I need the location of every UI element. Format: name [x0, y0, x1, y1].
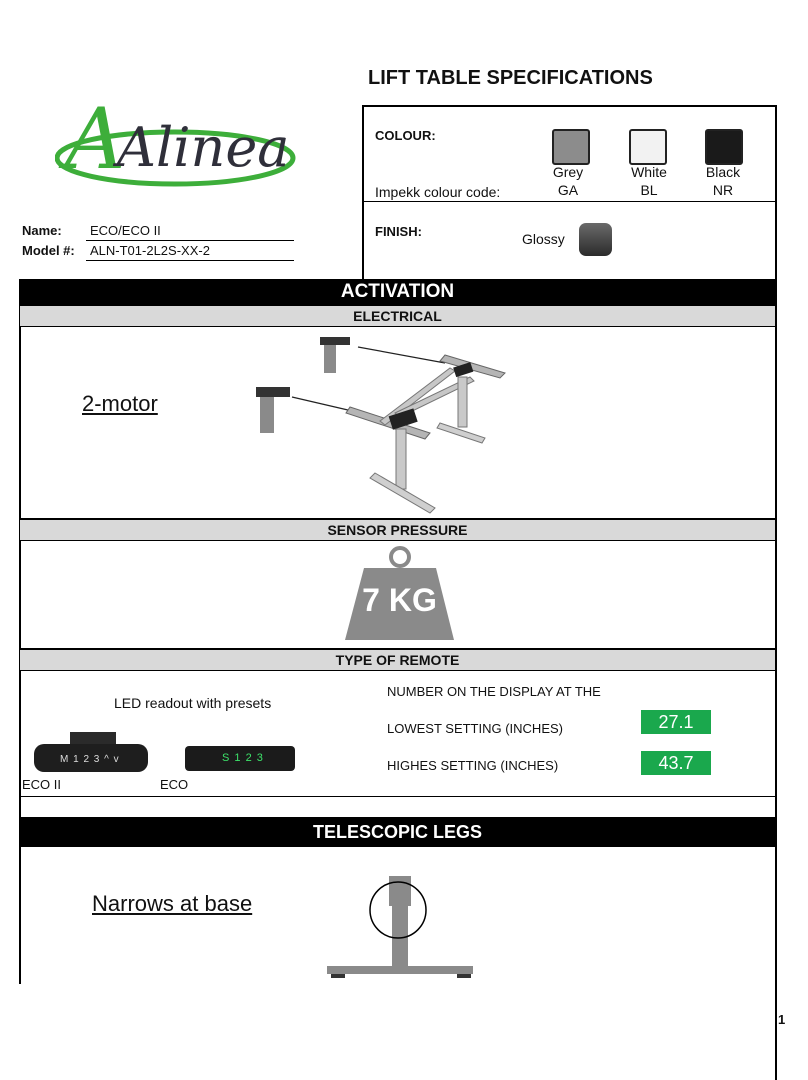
eco-display: S 1 2 3	[222, 752, 264, 764]
lowest-label: LOWEST SETTING (INCHES)	[387, 721, 563, 736]
white-swatch	[629, 129, 667, 165]
desk-frame-illustration	[250, 333, 510, 518]
highest-value: 43.7	[641, 751, 711, 775]
alinea-logo	[55, 70, 300, 195]
display-heading: NUMBER ON THE DISPLAY AT THE	[387, 684, 601, 699]
model-value: ALN-T01-2L2S-XX-2	[90, 243, 210, 258]
black-swatch	[705, 129, 743, 165]
leg-illustration	[325, 874, 475, 980]
motor-label: 2-motor	[82, 391, 158, 416]
highest-label: HIGHES SETTING (INCHES)	[387, 758, 559, 773]
model-label: Model #:	[22, 243, 75, 258]
swatch-code: BL	[640, 182, 658, 198]
colour-label: COLOUR:	[375, 128, 436, 143]
page-number: 1	[778, 1012, 786, 1027]
swatch-name: Grey	[552, 164, 584, 180]
eco-label: ECO	[160, 777, 189, 792]
sensor-pressure-header: SENSOR PRESSURE	[19, 519, 776, 541]
lowest-value: 27.1	[641, 710, 711, 734]
swatch-code: NR	[712, 182, 734, 198]
svg-text:A: A	[65, 90, 126, 188]
eco2-remote	[34, 732, 148, 772]
grey-swatch	[552, 129, 590, 165]
remote-caption: LED readout with presets	[114, 695, 272, 711]
page-title: LIFT TABLE SPECIFICATIONS	[368, 67, 653, 89]
legs-caption: Narrows at base	[92, 891, 253, 916]
colour-code-label: Impekk colour code:	[375, 184, 501, 200]
finish-label: FINISH:	[375, 224, 422, 239]
eco2-display: M 1 2 3 ^ v	[60, 754, 120, 765]
finish-value: Glossy	[522, 231, 565, 247]
name-label: Name:	[22, 223, 62, 238]
glossy-swatch	[579, 223, 612, 256]
eco2-label: ECO II	[22, 777, 62, 792]
electrical-header: ELECTRICAL	[19, 305, 776, 327]
name-value: ECO/ECO II	[90, 223, 161, 238]
swatch-name: White	[631, 164, 667, 180]
logo-text: Alinea	[117, 116, 290, 179]
swatch-code: GA	[557, 182, 579, 198]
remote-header: TYPE OF REMOTE	[19, 649, 776, 671]
weight-value: 7 KG	[362, 582, 437, 618]
activation-header: ACTIVATION	[19, 279, 776, 305]
telescopic-legs-header: TELESCOPIC LEGS	[19, 817, 776, 847]
swatch-name: Black	[705, 164, 741, 180]
